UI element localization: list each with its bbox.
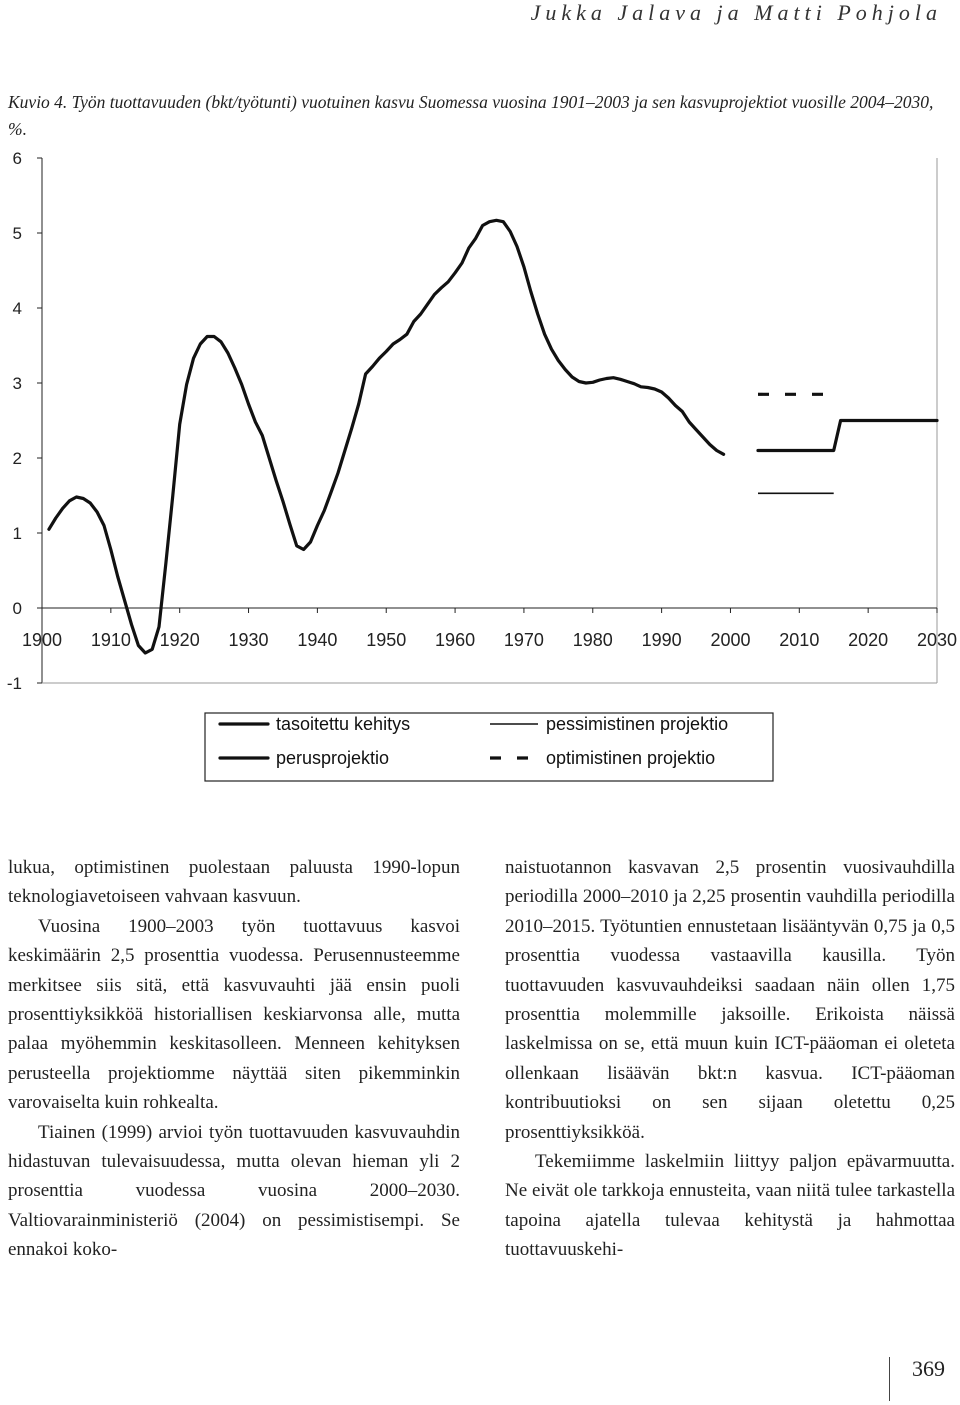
body-left-column	[8, 853, 460, 1265]
paragraph-right-1: naistuotannon kasvavan 2,5 prosentin vuosivauhdilla periodilla 2000–2010 ja 2,25 prosentin vauhdilla periodilla 2010–2015. Työtuntien ennustetaan lisääntyvän 0,75 ja 0,5 prosenttia vuodessa vastaavilla kausilla. Työn tuottavuuden kasvuvauhdeiksi saadaan näin ollen 1,75 prosenttia molemmille jaksoille. Erikoista näissä laskelmissa on se, että muun kuin ICT-pääoman ei oleteta ollenkaan lisäävän bkt:n kasvua. ICT-pääoman kontribuutioksi on sen sijaan oletettu 0,25 prosenttiyksikköä.	[505, 857, 955, 1143]
line-chart	[0, 140, 960, 800]
y-tick-label: 6	[12, 149, 22, 168]
x-tick-label: 1910	[90, 630, 131, 650]
x-tick-label: 1900	[21, 630, 63, 650]
paragraph-left-2: Vuosina 1900–2003 työn tuottavuus kasvoi keskimäärin 2,5 prosenttia vuodessa. Perusennusteemme merkitsee siis sitä, että kasvuvauhti jää ensin puoli prosenttiyksikköä historiallisen keskiarvonsa alle, mutta palaa myöhemmin keskitasolleen. Menneen kehityksen perusteella projektiomme näyttää siten pikemminkin varovaiselta kuin rohkealta.	[8, 915, 460, 1114]
chart-legend	[205, 713, 773, 781]
page-number-rule	[889, 1357, 890, 1401]
x-tick-label: 1940	[297, 630, 338, 650]
paragraph-left-3: Tiainen (1999) arvioi työn tuottavuuden kasvuvauhdin hidastuvan tulevaisuudessa, mutta olevan hieman yli 2 prosenttia vuodessa vuosina 2000–2030. Valtiovarainministeriö (2004) on pessimistisempi. Se ennakoi koko-	[8, 1121, 460, 1261]
x-tick-label: 2020	[848, 630, 889, 650]
series-layer	[49, 220, 937, 653]
paragraph-left-1: lukua, optimistinen puolestaan paluusta 1990-lopun teknologiavetoiseen vahvaan kasvuun.	[8, 857, 460, 908]
y-tick-label: 1	[12, 524, 22, 543]
y-tick-label: 4	[12, 299, 22, 318]
legend-label: pessimistinen projektio	[546, 714, 729, 734]
legend-label: tasoitettu kehitys	[276, 714, 411, 734]
y-axis-tick-labels	[7, 149, 42, 693]
series-line-tasoitettu-kehitys	[49, 220, 724, 653]
y-tick-label: 2	[12, 449, 22, 468]
x-tick-label: 1920	[159, 630, 200, 650]
page-number: 369	[912, 1356, 945, 1381]
x-tick-label: 1970	[503, 630, 544, 650]
y-tick-label: 3	[12, 374, 22, 393]
y-tick-label: 0	[12, 599, 22, 618]
paragraph-right-2: Tekemiimme laskelmiin liittyy paljon epävarmuutta. Ne eivät ole tarkkoja ennusteita, vaan niitä tulee tarkastella tapoina ajatella tulevaa kehitystä ja hahmottaa tuottavuuskehi-	[505, 1151, 955, 1261]
x-tick-label: 1930	[228, 630, 269, 650]
y-tick-label: 5	[12, 224, 22, 243]
running-header: Jukka Jalava ja Matti Pohjola	[530, 0, 942, 25]
x-tick-label: 2010	[779, 630, 820, 650]
x-tick-label: 1950	[366, 630, 407, 650]
x-tick-label: 1980	[572, 630, 613, 650]
figure-caption: Kuvio 4. Työn tuottavuuden (bkt/työtunti) vuotuinen kasvu Suomessa vuosina 1901–2003 ja sen kasvuprojektiot vuosille 2004–2030, %.	[8, 92, 934, 139]
body-right-column	[505, 853, 955, 1265]
legend-label: optimistinen projektio	[546, 748, 716, 768]
x-tick-label: 1990	[641, 630, 682, 650]
legend-label: perusprojektio	[276, 748, 390, 768]
x-tick-label: 2000	[710, 630, 751, 650]
x-axis-tick-labels	[22, 608, 957, 650]
x-tick-label: 1960	[435, 630, 476, 650]
x-tick-label: 2030	[916, 630, 958, 650]
series-line-perusprojektio	[758, 421, 937, 451]
y-tick-label: -1	[6, 674, 22, 693]
